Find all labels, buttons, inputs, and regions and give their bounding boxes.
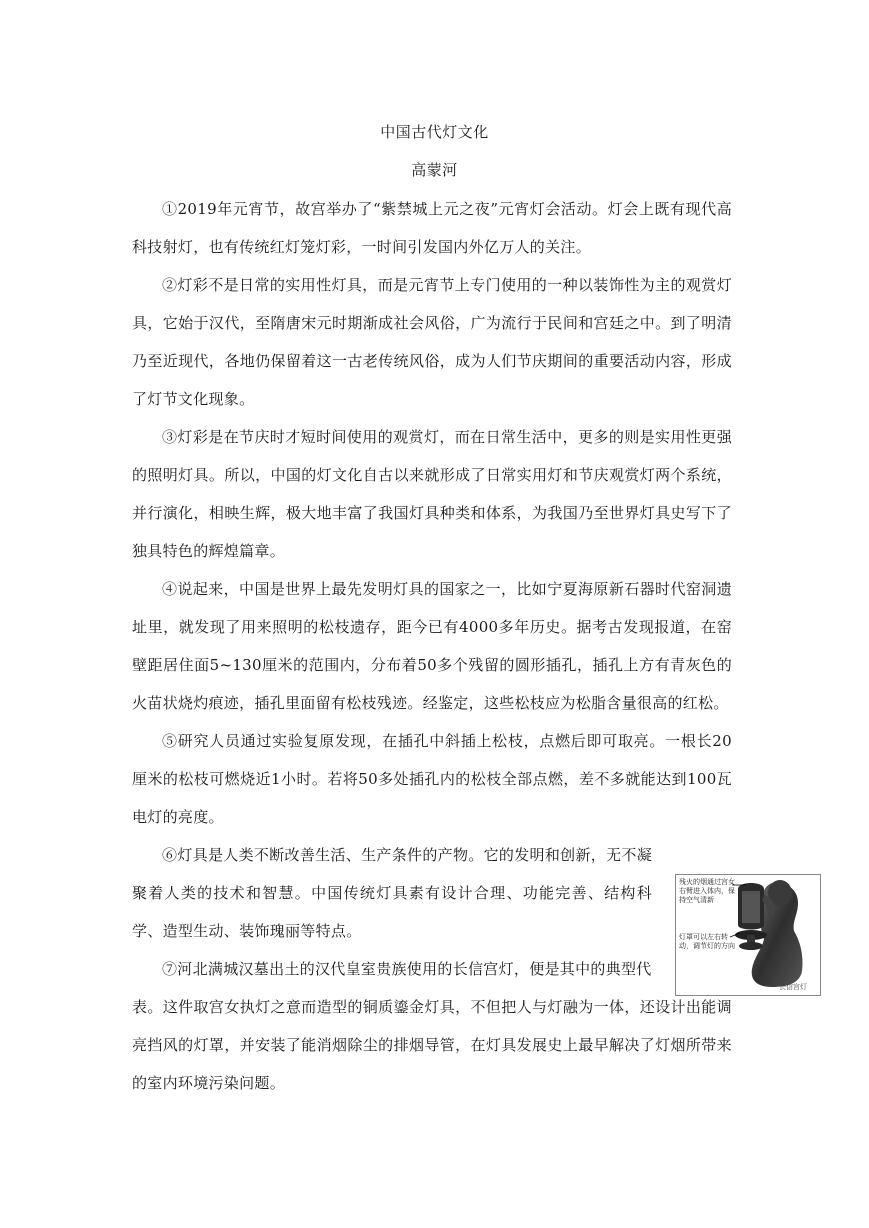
paragraph-2: ②灯彩不是日常的实用性灯具，而是元宵节上专门使用的一种以装饰性为主的观赏灯具，它始于汉代，至隋唐宋元时期渐成社会风俗，广为流行于民间和宫廷之中。到了明清乃至近现代，各地仍保留着这一古老传统风俗，成为人们节庆期间的重要活动内容，形成了灯节文化现象。 (132, 276, 732, 408)
paragraph-1: ①2019年元宵节，故宫举办了“紫禁城上元之夜”元宵灯会活动。灯会上既有现代高科技射灯，也有传统红灯笼灯彩，一时间引发国内外亿万人的关注。 (132, 200, 732, 256)
article-author: 高蒙河 (411, 161, 458, 179)
paragraph-5: ⑤研究人员通过实验复原发现，在插孔中斜插上松枝，点燃后即可取亮。一根长20厘米的松枝可燃烧近1小时。若将50多处插孔内的松枝全部点燃，差不多就能达到100瓦电灯的亮度。 (132, 732, 732, 826)
paragraph-3: ③灯彩是在节庆时才短时间使用的观赏灯，而在日常生活中，更多的则是实用性更强的照明灯具。所以，中国的灯文化自古以来就形成了日常实用灯和节庆观赏灯两个系统，并行演化，相映生辉，极大地丰富了我国灯具种类和体系，为我国乃至世界灯具史写下了独具特色的辉煌篇章。 (132, 428, 732, 560)
paragraph-7-start: ⑦河北满城汉墓出土的汉代皇室贵族使用的长信宫灯，便是其中的典型代 (162, 960, 652, 978)
paragraph-7-rest: 表。这件取宫女执灯之意而造型的铜质鎏金灯具，不但把人与灯融为一体，还设计出能调亮挡风的灯罩，并安装了能消烟除尘的排烟导管，在灯具发展史上最早解决了灯烟所带来的室内环境污染问题。 (132, 998, 732, 1092)
changxin-lamp-figure (675, 874, 821, 996)
paragraph-6: ⑥灯具是人类不断改善生活、生产条件的产物。它的发明和创新，无不凝聚着人类的技术和智慧。中国传统灯具素有设计合理、功能完善、结构科学、造型生动、装饰瑰丽等特点。 (132, 846, 652, 940)
article-title: 中国古代灯文化 (380, 123, 489, 141)
figure-caption: 长信宫灯 (779, 983, 807, 991)
figure-label-exhaust: 残火的烟通过宫女右臂进入体内，保持空气清新 (679, 878, 735, 904)
paragraph-4: ④说起来，中国是世界上最先发明灯具的国家之一，比如宁夏海原新石器时代窑洞遗址里，就发现了用来照明的松枝遗存，距今已有4000多年历史。据考古发现报道，在窑壁距居住面5~130厘米的范围内，分布着50多个残留的圆形插孔，插孔上方有青灰色的火苗状烧灼痕迹，插孔里面留有松枝残迹。经鉴定，这些松枝应为松脂含量很高的红松。 (132, 580, 732, 712)
figure-label-shade: 灯罩可以左右转动，调节灯的方向 (679, 933, 735, 950)
